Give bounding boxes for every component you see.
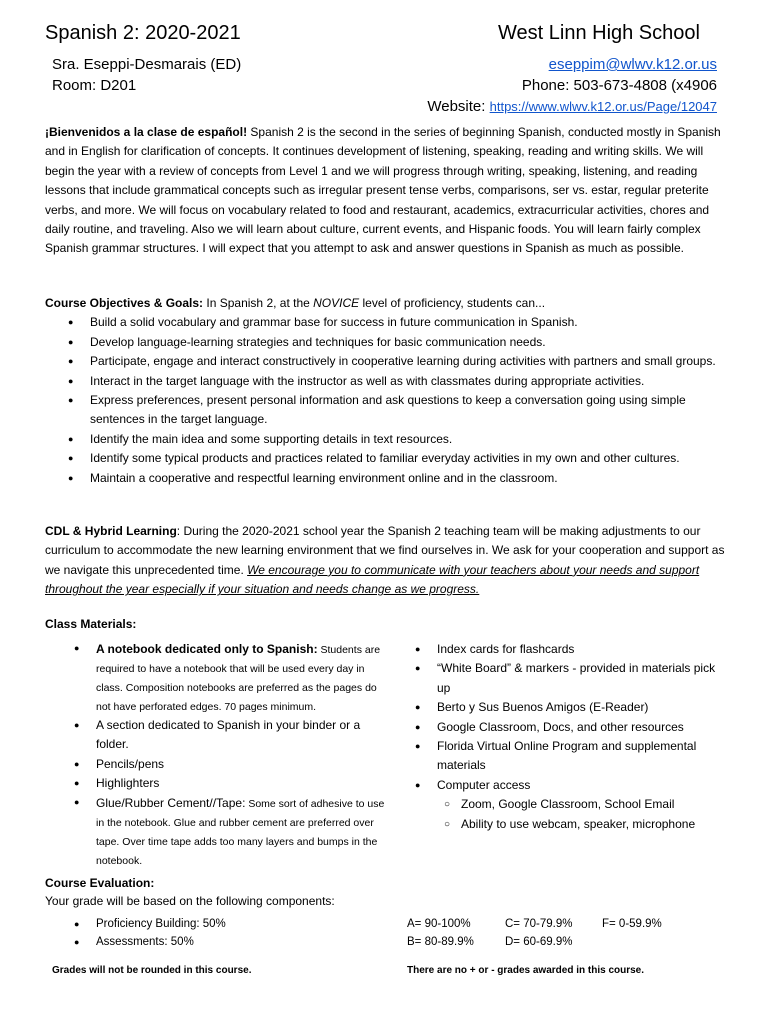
materials-left-column bbox=[45, 640, 385, 870]
room-number: Room: D201 bbox=[52, 77, 137, 94]
phone-number: Phone: 503-673-4808 (x4906 bbox=[521, 77, 717, 94]
website-link[interactable]: https://www.wlwv.k12.or.us/Page/12047 bbox=[489, 99, 717, 114]
grade-f: F= 0-59.9% bbox=[602, 918, 662, 930]
list-item: ● Proficiency Building: 50% bbox=[45, 916, 385, 934]
list-item: ● Highlighters bbox=[45, 774, 385, 793]
cdl-heading: CDL & Hybrid Learning bbox=[45, 524, 177, 538]
intro-text: Spanish 2 is the second in the series of beginning Spanish, conducted mostly in Spanish and in English for clarification of concepts. It continues development of listening, speaking, reading and writing skills. We will begin the year with a review of concepts from Level 1 and we will progress through writing, speaking, listening, and reading lessons that include grammatical concepts such as irregular present tense verbs, comparisons, ser vs. estar, regular preterite verbs, and more. We will focus on vocabulary related to food and restaurant, academics, extracurricular activities, chores and daily routine, and traveling. Also we will learn about culture, current events, and Hispanic foods. You will learn fairly complex Spanish grammar structures. I will expect that you attempt to ask and answer questions in Spanish as much as possible. bbox=[45, 125, 721, 256]
list-item: ● Participate, engage and interact constructively in cooperative learning during activities with partners and small groups. bbox=[45, 352, 725, 371]
objectives-list bbox=[45, 313, 725, 488]
evaluation-text: Your grade will be based on the following components: bbox=[45, 894, 335, 908]
list-item: ● Interact in the target language with the instructor as well as with classmates during appropriate activities. bbox=[45, 372, 725, 391]
objectives-section bbox=[45, 294, 725, 488]
list-item: ● Develop language-learning strategies and techniques for basic communication needs. bbox=[45, 333, 725, 352]
list-item: ● “White Board” & markers - provided in materials pick up bbox=[386, 659, 726, 698]
grade-d: D= 60-69.9% bbox=[505, 936, 573, 948]
list-item: ● Build a solid vocabulary and grammar base for success in future communication in Spanish. bbox=[45, 313, 725, 332]
list-item: ● Glue/Rubber Cement//Tape: Some sort of adhesive to use in the notebook. Glue and rubber cement are preferred over tape. Over time tape adds too many layers and bumps in the notebook. bbox=[45, 794, 385, 870]
list-item: ● Identify the main idea and some supporting details in text resources. bbox=[45, 430, 725, 449]
list-item: ● Maintain a cooperative and respectful learning environment online and in the classroom. bbox=[45, 469, 725, 488]
objectives-heading: Course Objectives & Goals: bbox=[45, 296, 204, 310]
grade-b: B= 80-89.9% bbox=[407, 936, 474, 948]
cdl-emphasis: We encourage you to communicate with your teachers about your needs and support throughout the year especially if your situation and needs change as we progress. bbox=[45, 562, 700, 597]
list-item: ● Florida Virtual Online Program and supplemental materials bbox=[386, 737, 726, 776]
rounding-note: Grades will not be rounded in this course. bbox=[52, 965, 252, 976]
list-item: ● Computer access bbox=[386, 776, 726, 795]
school-name: West Linn High School bbox=[498, 22, 700, 44]
evaluation-components bbox=[45, 916, 385, 951]
materials-right-column bbox=[386, 640, 726, 834]
list-item: ○ Ability to use webcam, speaker, microphone bbox=[386, 815, 726, 834]
list-item: ● A notebook dedicated only to Spanish: Students are required to have a notebook that will be used every day in class. Composition notebooks are preferred as the pages do not have perforated edges. 70 pages minimum. bbox=[45, 640, 385, 716]
list-item: ● Express preferences, present personal information and ask questions to keep a conversation going using simple sentences in the target language. bbox=[45, 391, 725, 430]
website-label: Website: bbox=[427, 98, 490, 115]
objectives-lead: Course Objectives & Goals: In Spanish 2, at the NOVICE level of proficiency, students can... bbox=[45, 296, 546, 310]
list-item: ● Google Classroom, Docs, and other resources bbox=[386, 718, 726, 737]
list-item: ● A section dedicated to Spanish in your binder or a folder. bbox=[45, 716, 385, 755]
teacher-name: Sra. Eseppi-Desmarais (ED) bbox=[52, 56, 242, 73]
email-link[interactable]: eseppim@wlwv.k12.or.us bbox=[548, 56, 717, 73]
grade-a: A= 90-100% bbox=[407, 918, 471, 930]
list-item: ● Berto y Sus Buenos Amigos (E-Reader) bbox=[386, 698, 726, 717]
list-item: ○ Zoom, Google Classroom, School Email bbox=[386, 795, 726, 814]
plus-minus-note: There are no + or - grades awarded in this course. bbox=[407, 965, 645, 976]
cdl-paragraph: CDL & Hybrid Learning: During the 2020-2021 school year the Spanish 2 teaching team will be making adjustments to our curriculum to accommodate the new learning environment that we find ourselves in. We ask for your cooperation and support as we navigate this unprecedented time. We encourage you to communicate with your teachers about your needs and support throughout the year especially if your situation and needs change as we progress. bbox=[45, 524, 725, 597]
evaluation-heading: Course Evaluation: bbox=[45, 876, 155, 890]
course-title: Spanish 2: 2020-2021 bbox=[45, 22, 241, 44]
list-item: ● Pencils/pens bbox=[45, 755, 385, 774]
welcome-heading: ¡Bienvenidos a la clase de español! bbox=[45, 125, 248, 139]
website-line bbox=[427, 98, 717, 115]
grade-c: C= 70-79.9% bbox=[505, 918, 573, 930]
list-item: ● Assessments: 50% bbox=[45, 934, 385, 952]
materials-heading: Class Materials: bbox=[45, 617, 137, 631]
list-item: ● Index cards for flashcards bbox=[386, 640, 726, 659]
list-item: ● Identify some typical products and practices related to familiar everyday activities in my own and other cultures. bbox=[45, 449, 725, 468]
intro-paragraph bbox=[45, 123, 725, 259]
